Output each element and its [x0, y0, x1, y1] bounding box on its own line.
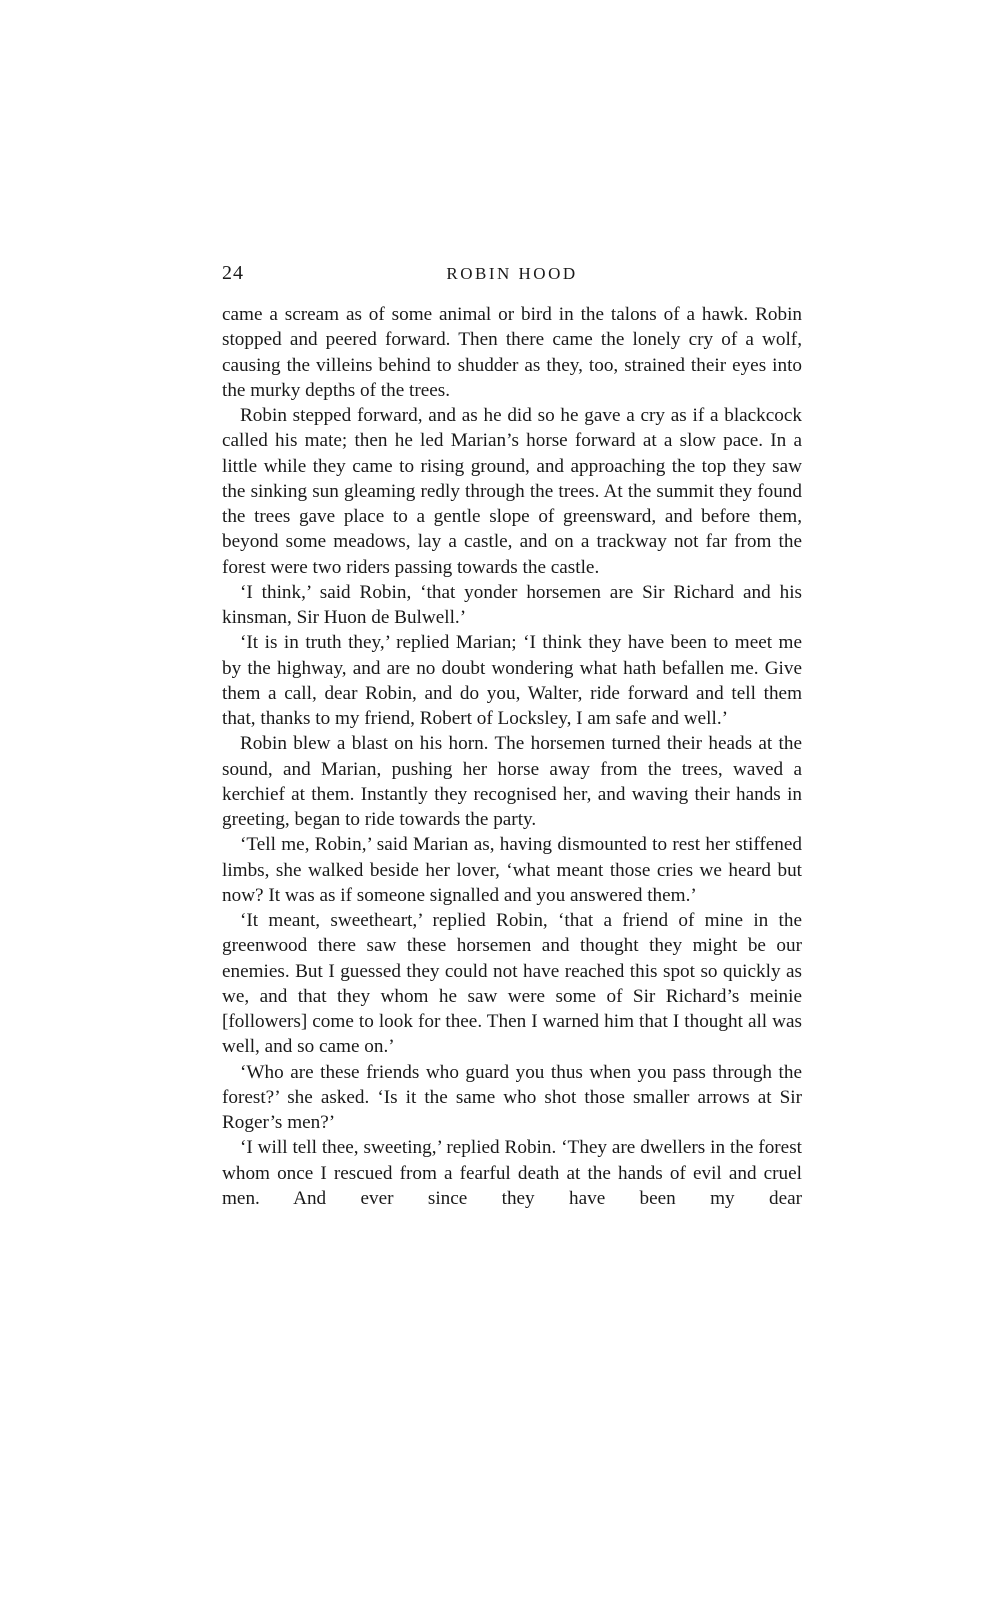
- body-text: [222, 302, 802, 1211]
- paragraph: ‘I will tell thee, sweeting,’ replied Robin. ‘They are dwellers in the forest whom once I rescued from a fearful death at the hands of evil and cruel men. And ever since they have been my dear: [222, 1137, 802, 1209]
- paragraph: ‘Who are these friends who guard you thus when you pass through the forest?’ she asked. ‘Is it the same who shot those smaller arrows at Sir Roger’s men?’: [222, 1061, 802, 1133]
- paragraph: Robin blew a blast on his horn. The horsemen turned their heads at the sound, and Marian, pushing her horse away from the trees, waved a kerchief at them. Instantly they recognised her, and waving their hands in greeting, began to ride towards the party.: [222, 733, 802, 830]
- page-number: 24: [222, 262, 244, 284]
- paragraph: ‘It is in truth they,’ replied Marian; ‘I think they have been to meet me by the highway, and are no doubt wondering what hath befallen me. Give them a call, dear Robin, and do you, Walter, ride forward and tell them that, thanks to my friend, Robert of Locksley, I am safe and well.’: [222, 632, 802, 729]
- paragraph: ‘I think,’ said Robin, ‘that yonder horsemen are Sir Richard and his kinsman, Sir Huon de Bulwell.’: [222, 581, 802, 628]
- paragraph: came a scream as of some animal or bird in the talons of a hawk. Robin stopped and peered forward. Then there came the lonely cry of a wolf, causing the villeins behind to shudder as they, too, strained their eyes into the murky depths of the trees.: [222, 304, 802, 401]
- paragraph: ‘Tell me, Robin,’ said Marian as, having dismounted to rest her stiffened limbs, she walked beside her lover, ‘what meant those cries we heard but now? It was as if someone signalled and you answered them.’: [222, 834, 802, 906]
- running-head: ROBIN HOOD: [446, 264, 578, 283]
- paragraph: ‘It meant, sweetheart,’ replied Robin, ‘that a friend of mine in the greenwood there saw these horsemen and thought they might be our enemies. But I guessed they could not have reached this spot so quickly as we, and that they whom he saw were some of Sir Richard’s meinie [followers] come to look for thee. Then I warned him that I thought all was well, and so came on.’: [222, 910, 802, 1058]
- page-header: [222, 262, 802, 292]
- paragraph: Robin stepped forward, and as he did so he gave a cry as if a blackcock called his mate; then he led Marian’s horse forward at a slow pace. In a little while they came to rising ground, and approaching the top they saw the sinking sun gleaming redly through the trees. At the summit they found the trees gave place to a gentle slope of greensward, and before them, beyond some meadows, lay a castle, and on a trackway not far from the forest were two riders passing towards the castle.: [222, 405, 802, 578]
